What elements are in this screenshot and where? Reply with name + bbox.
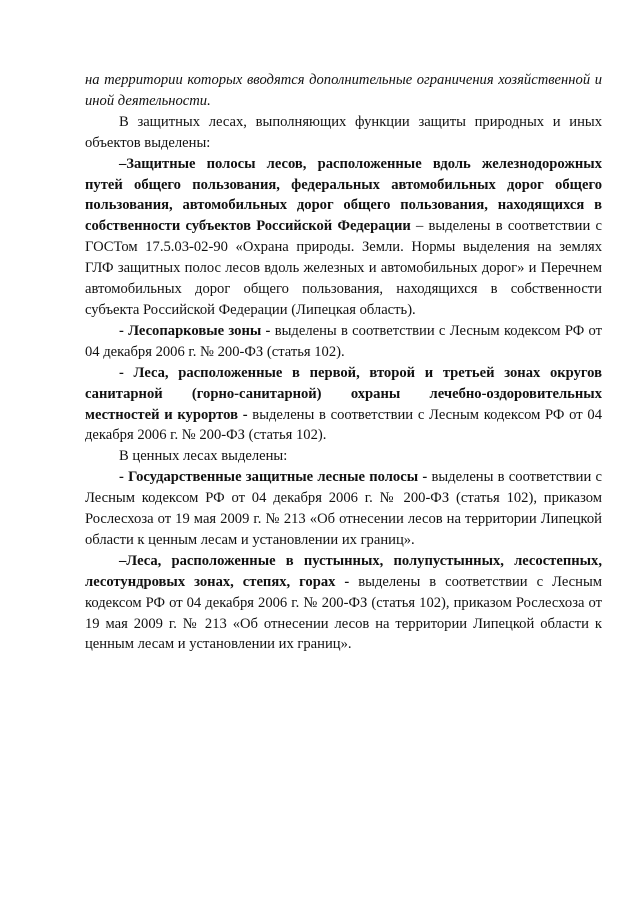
protective-strips-heading: –Защитные полосы лесов, расположенные вдоль железнодорожных путей общего пользования, федеральных автомобильных дорог общего пользования, автомобильных дорог общего пользования, находящихся в собственности субъектов Российской Федерации (85, 155, 602, 235)
document-page (85, 70, 602, 655)
sanitary-zones-text: выделены в соответствии с Лесным кодексом РФ от 04 декабря 2006 г. № 200-ФЗ (статья 102). (85, 406, 602, 444)
protective-strips-paragraph (85, 154, 602, 321)
forest-park-zones-paragraph (85, 321, 602, 363)
protective-strips-text: – выделены в соответствии с ГОСТом 17.5.03-02-90 «Охрана природы. Земли. Нормы выделения на землях ГЛФ защитных полос лесов вдоль железных и автомобильных дорог» и Перечнем автомобильных дорог общего пользования, находящихся в собственности субъекта Российской Федерации (Липецкая область). (85, 218, 602, 318)
steppe-mountain-forests-text: выделены в соответствии с Лесным кодексом РФ от 04 декабря 2006 г. № 200-ФЗ (статья 102), приказом Рослесхоза от 19 мая 2009 г. № 213 «Об отнесении лесов на территории Липецкой области к ценным лесам и установлении их границ». (85, 573, 603, 653)
state-protective-belts-heading: - Государственные защитные лесные полосы - (119, 469, 428, 486)
forest-park-zones-text: выделены в соответствии с Лесным кодексом РФ от 04 декабря 2006 г. № 200-ФЗ (статья 102). (85, 322, 603, 360)
sanitary-zones-heading: - Леса, расположенные в первой, второй и третьей зонах округов санитарной (горно-санитарной) охраны лечебно-оздоровительных местностей и курортов - (85, 364, 602, 423)
state-protective-belts-text: выделены в соответствии с Лесным кодексом РФ от 04 декабря 2006 г. № 200-ФЗ (статья 102), приказом Рослесхоза от 19 мая 2009 г. № 213 «Об отнесении лесов на территории Липецкой области к ценным лесам и установлении их границ». (85, 469, 602, 548)
forest-park-zones-heading: - Лесопарковые зоны - (119, 322, 271, 339)
valuable-forests-intro: В ценных лесах выделены: (119, 448, 288, 465)
steppe-mountain-forests-heading: –Леса, расположенные в пустынных, полупустынных, лесостепных, лесотундровых зонах, степях, горах - (85, 552, 602, 590)
intro-italic-paragraph: на территории которых вводятся дополнительные ограничения хозяйственной и иной деятельности. (85, 72, 602, 109)
sanitary-zones-paragraph (85, 363, 602, 447)
protective-forests-intro: В защитных лесах, выполняющих функции защиты природных и иных объектов выделены: (85, 113, 602, 151)
state-protective-belts-paragraph (85, 467, 602, 551)
steppe-mountain-forests-paragraph (85, 551, 602, 656)
